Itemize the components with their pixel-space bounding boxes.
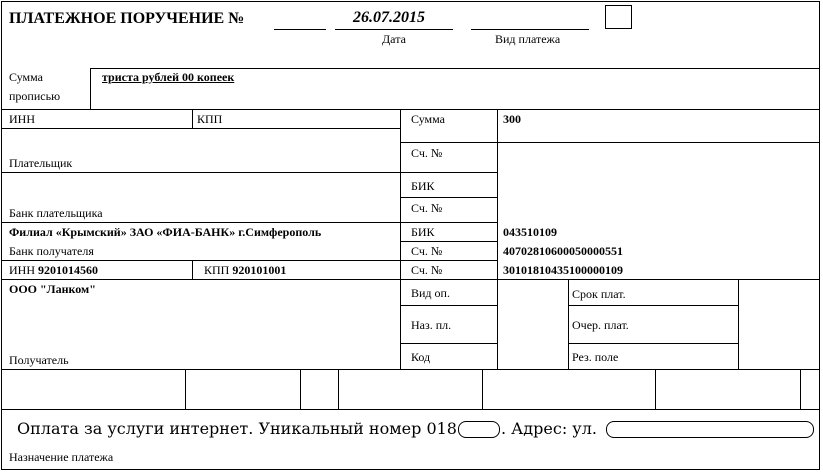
payee-inn-value: 9201014560 bbox=[38, 263, 98, 277]
grid-line bbox=[2, 409, 820, 410]
grid-line bbox=[2, 109, 820, 110]
payee-account-label: Сч. № bbox=[411, 263, 443, 277]
purpose-text-part2: . Адрес: ул. bbox=[501, 419, 597, 438]
payee-bank-name: Филиал «Крымский» ЗАО «ФИА-БАНК» г.Симферополь bbox=[9, 225, 322, 239]
payer-bank-label: Банк плательщика bbox=[9, 206, 103, 220]
payee-name-label: Получатель bbox=[9, 353, 69, 367]
payee-kpp-value: 920101001 bbox=[232, 263, 287, 277]
amount-words-value: триста рублей 00 копеек bbox=[102, 70, 235, 84]
amount-words-label-1: Сумма bbox=[9, 70, 43, 84]
payee-inn bbox=[9, 264, 98, 276]
purpose-label: Назначение платежа bbox=[9, 450, 114, 464]
payee-account-value: 30101810435100000109 bbox=[503, 263, 623, 277]
amount-words-top-line bbox=[90, 68, 820, 69]
grid-line bbox=[2, 369, 820, 370]
grid-line bbox=[568, 305, 738, 306]
redaction-box bbox=[606, 421, 814, 438]
payment-type-label: Вид платежа bbox=[495, 32, 561, 46]
grid-line bbox=[192, 109, 193, 128]
payee-bank-bik-label: БИК bbox=[411, 225, 435, 239]
grid-line bbox=[738, 279, 739, 369]
grid-line bbox=[655, 369, 656, 409]
grid-line bbox=[2, 260, 498, 261]
date-underline bbox=[335, 29, 453, 30]
grid-line bbox=[2, 172, 498, 173]
amount-words-divider bbox=[90, 68, 91, 109]
date-value: 26.07.2015 bbox=[353, 9, 425, 26]
sum-value: 300 bbox=[503, 112, 521, 126]
payment-purpose-code-label: Наз. пл. bbox=[411, 318, 452, 332]
code-label: Код bbox=[411, 350, 431, 364]
grid-line bbox=[400, 109, 401, 369]
payee-bank-account-label: Сч. № bbox=[411, 244, 443, 258]
payee-inn-label: ИНН bbox=[9, 263, 35, 277]
order-number-underline bbox=[274, 29, 326, 30]
payer-inn-label: ИНН bbox=[9, 112, 35, 126]
grid-line bbox=[400, 197, 498, 198]
sum-label: Сумма bbox=[411, 112, 445, 126]
payer-account-label: Сч. № bbox=[411, 146, 443, 160]
reserve-field-label: Рез. поле bbox=[572, 350, 619, 364]
grid-line bbox=[568, 343, 738, 344]
payment-type-underline bbox=[471, 29, 589, 30]
payer-kpp-label: КПП bbox=[197, 112, 223, 126]
grid-line bbox=[568, 279, 569, 369]
grid-line bbox=[2, 128, 400, 129]
payee-corr-account-value: 40702810600050000551 bbox=[503, 244, 623, 258]
payee-name: ООО "Ланком" bbox=[9, 282, 96, 296]
operation-type-label: Вид оп. bbox=[411, 286, 450, 300]
grid-line bbox=[800, 369, 801, 409]
amount-words-label-2: прописью bbox=[9, 89, 61, 103]
due-date-label: Срок плат. bbox=[572, 287, 626, 301]
purpose-text-part1: Оплата за услуги интернет. Уникальный номер 018 bbox=[17, 419, 457, 438]
payee-kpp-label: КПП bbox=[204, 263, 230, 277]
grid-line bbox=[400, 343, 498, 344]
form-code-box bbox=[605, 5, 632, 29]
payer-name-label: Плательщик bbox=[9, 156, 73, 170]
grid-line bbox=[192, 260, 193, 279]
priority-label: Очер. плат. bbox=[572, 318, 629, 332]
redaction-box bbox=[458, 421, 500, 438]
grid-line bbox=[400, 241, 498, 242]
grid-line bbox=[400, 305, 498, 306]
grid-line bbox=[338, 369, 339, 409]
payee-bank-label: Банк получателя bbox=[9, 244, 94, 258]
payee-kpp bbox=[204, 264, 286, 276]
grid-line bbox=[2, 222, 498, 223]
grid-line bbox=[300, 369, 301, 409]
grid-line bbox=[400, 142, 820, 143]
payer-bank-account-label: Сч. № bbox=[411, 201, 443, 215]
form-title: ПЛАТЕЖНОЕ ПОРУЧЕНИЕ № bbox=[9, 10, 245, 27]
grid-line bbox=[482, 369, 483, 409]
grid-line bbox=[2, 279, 820, 280]
payer-bank-bik-label: БИК bbox=[411, 179, 435, 193]
grid-line bbox=[185, 369, 186, 409]
grid-line bbox=[497, 109, 498, 369]
payee-bik-value: 043510109 bbox=[503, 225, 557, 239]
date-label: Дата bbox=[382, 32, 406, 46]
